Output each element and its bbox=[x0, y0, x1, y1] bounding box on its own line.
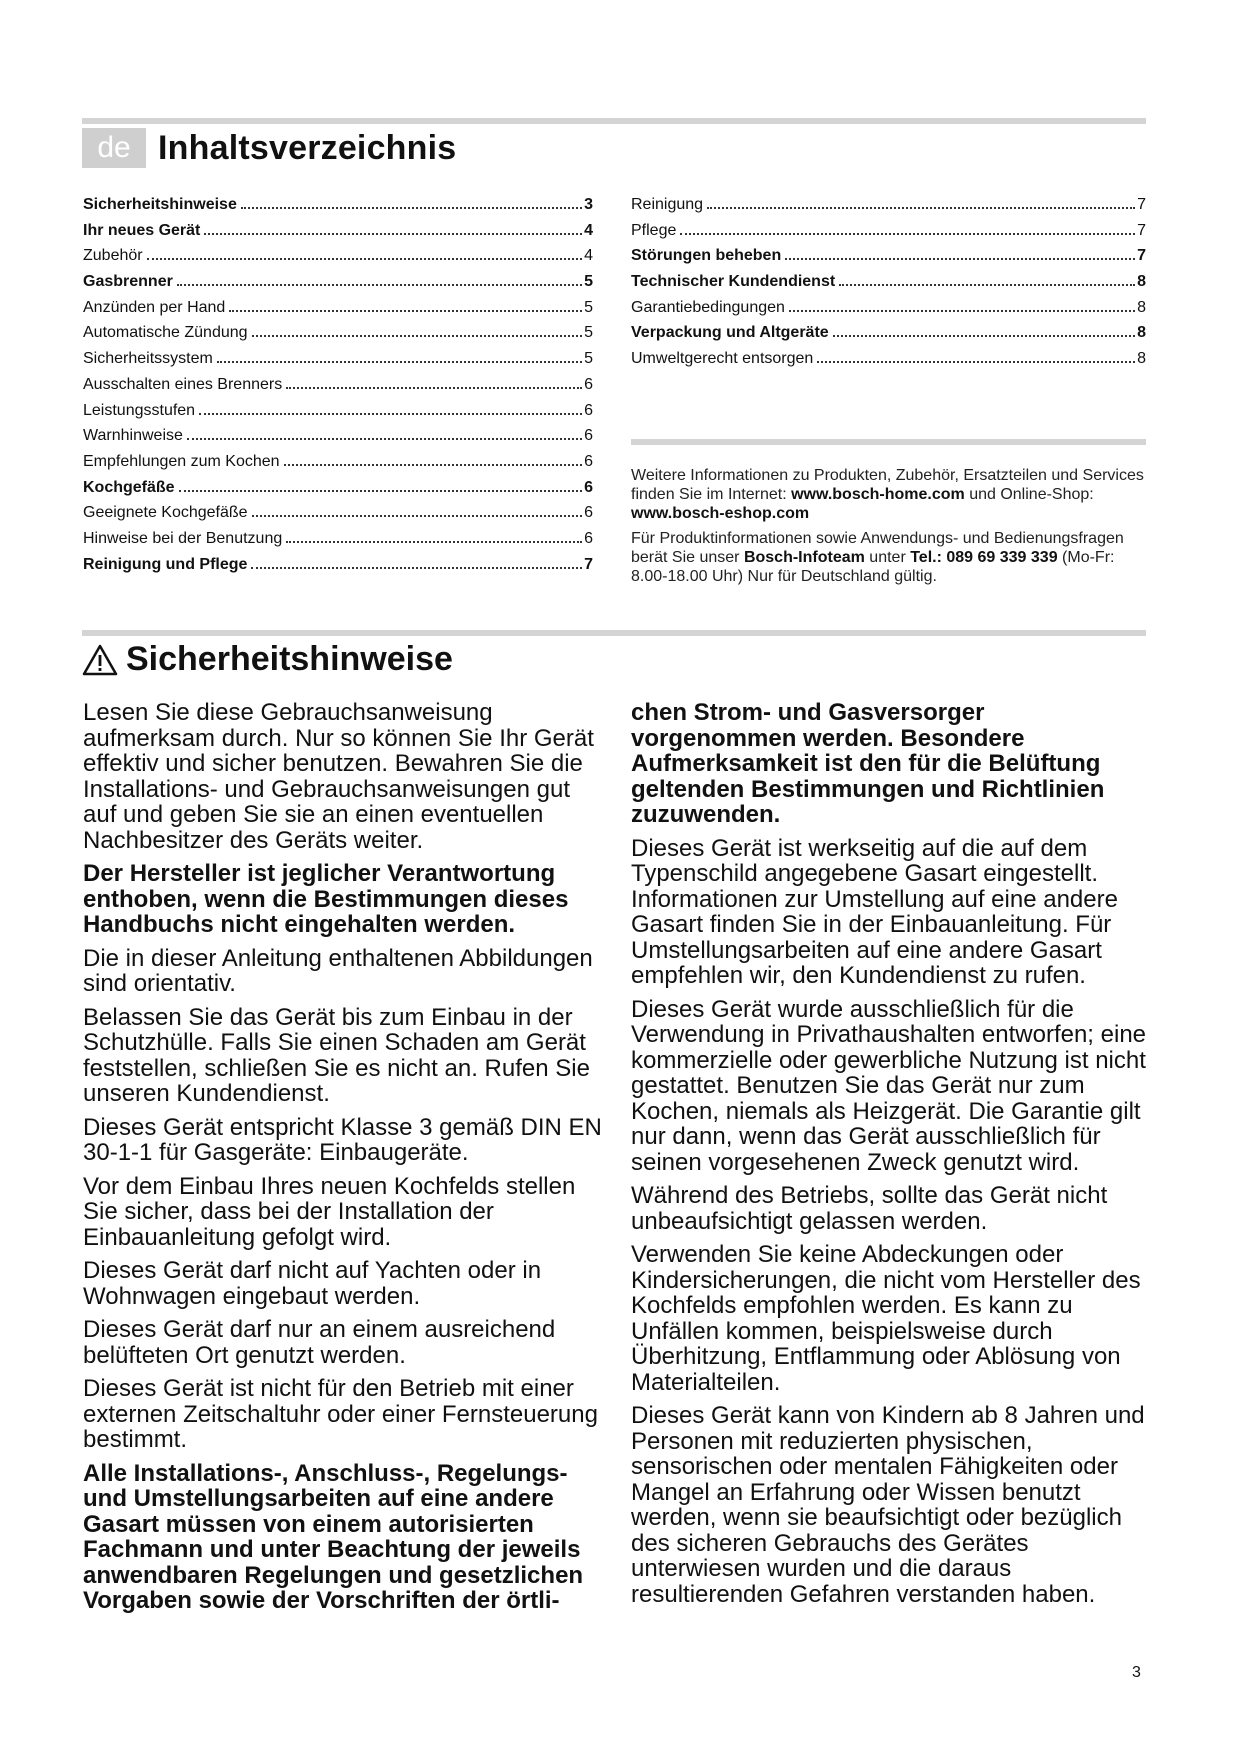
toc-entry[interactable] bbox=[631, 273, 1146, 299]
link-bosch-eshop[interactable]: www.bosch-eshop.com bbox=[631, 505, 810, 522]
toc-title: Inhaltsverzeichnis bbox=[158, 128, 457, 167]
toc-leader-dots bbox=[147, 258, 583, 260]
toc-leader-dots bbox=[839, 284, 1135, 286]
toc-entry-label: Verpackung und Altgeräte bbox=[631, 324, 829, 342]
toc-entry[interactable] bbox=[631, 324, 1146, 350]
toc-entry-page: 8 bbox=[1137, 273, 1146, 291]
toc-entry-page: 6 bbox=[584, 375, 593, 393]
toc-leader-dots bbox=[789, 310, 1135, 312]
warning-icon bbox=[82, 644, 118, 676]
toc-leader-dots bbox=[817, 361, 1135, 363]
link-bosch-home[interactable]: www.bosch-home.com bbox=[791, 486, 965, 503]
toc-entry-page: 8 bbox=[1137, 324, 1146, 342]
toc-entry[interactable] bbox=[631, 247, 1146, 273]
safety-paragraph: Alle Installations-, Anschluss-, Regelungs- und Umstellungsarbeiten auf eine andere Gasart müssen von einem autorisierten Fachmann und unter Beachtung der jeweils anwendbaren Regelungen und gesetzlichen Vorgaben sowie der Vorschriften der örtli- bbox=[83, 1459, 584, 1614]
toc-leader-dots bbox=[204, 233, 582, 235]
toc-entry-page: 8 bbox=[1137, 298, 1146, 316]
toc-leader-dots bbox=[229, 310, 582, 312]
toc-leader-dots bbox=[241, 207, 582, 209]
hotline-number: Tel.: 089 69 339 339 bbox=[910, 549, 1058, 566]
info-paragraph-hotline: Für Produktinformationen sowie Anwendungs- und Bedienungsfragen berät Sie unser Bosch-Infoteam unter Tel.: 089 69 339 339 (Mo-Fr: 8.00-18.00 Uhr) Nur für Deutschland gültig. bbox=[631, 530, 1124, 585]
toc-leader-dots bbox=[252, 515, 583, 517]
toc-entry-label: Reinigung bbox=[631, 196, 704, 213]
top-rule bbox=[82, 118, 1146, 124]
toc-leader-dots bbox=[199, 413, 582, 415]
info-block bbox=[631, 466, 1146, 592]
toc-entry[interactable] bbox=[83, 479, 593, 505]
safety-paragraph: Dieses Gerät wurde ausschließlich für die Verwendung in Privathaushalten entworfen; eine kommerzielle oder gewerbliche Nutzung ist nicht gestattet. Benutzen Sie das Gerät nur zum Kochen, niemals als Heizgerät. Die Garantie gilt nur dann, wenn das Gerät ausschließlich für seinen vorgesehenen Zweck genutzt wird. bbox=[631, 995, 1147, 1176]
toc-leader-dots bbox=[251, 567, 582, 569]
safety-paragraph: Vor dem Einbau Ihres neuen Kochfelds stellen Sie sicher, dass bei der Installation der Einbauanleitung gefolgt wird. bbox=[83, 1172, 576, 1251]
toc-entry-page: 5 bbox=[584, 273, 593, 291]
toc-entry-page: 8 bbox=[1137, 350, 1146, 368]
toc-entry-label: Reinigung und Pflege bbox=[83, 555, 248, 573]
toc-right-column bbox=[631, 196, 1146, 376]
toc-entry-label: Sicherheitshinweise bbox=[83, 196, 237, 213]
toc-leader-dots bbox=[286, 387, 582, 389]
safety-paragraph: Der Hersteller ist jeglicher Verantwortung enthoben, wenn die Bestimmungen dieses Handbuchs nicht eingehalten werden. bbox=[83, 860, 569, 938]
toc-entry-page: 6 bbox=[584, 529, 593, 547]
toc-entry-label: Technischer Kundendienst bbox=[631, 273, 836, 291]
safety-paragraph: Die in dieser Anleitung enthaltenen Abbildungen sind orientativ. bbox=[83, 944, 593, 997]
toc-entry-label: Warnhinweise bbox=[83, 427, 183, 445]
toc-entry[interactable] bbox=[83, 556, 593, 582]
toc-leader-dots bbox=[286, 541, 582, 543]
toc-entry-label: Gasbrenner bbox=[83, 273, 173, 291]
toc-entry-page: 5 bbox=[584, 350, 593, 368]
toc-leader-dots bbox=[680, 233, 1135, 235]
toc-entry[interactable] bbox=[83, 427, 593, 453]
toc-leader-dots bbox=[177, 284, 582, 286]
safety-paragraph: Dieses Gerät entspricht Klasse 3 gemäß DIN EN 30-1-1 für Gasgeräte: Einbaugeräte. bbox=[83, 1113, 602, 1166]
toc-entry-label: Umweltgerecht entsorgen bbox=[631, 350, 814, 368]
toc-left-column bbox=[83, 196, 593, 581]
safety-left-column bbox=[83, 700, 603, 1622]
toc-entry-page: 7 bbox=[1137, 247, 1146, 265]
safety-paragraph: Lesen Sie diese Gebrauchsanweisung aufmerksam durch. Nur so können Sie Ihr Gerät effektiv und sicher benutzen. Bewahren Sie die Installations- und Gebrauchsanweisungen gut auf und geben Sie sie an einen eventuellen Nachbesitzer des Geräts weiter. bbox=[83, 699, 594, 854]
language-badge: de bbox=[82, 128, 146, 168]
toc-entry-label: Geeignete Kochgefäße bbox=[83, 504, 248, 522]
toc-entry-page: 6 bbox=[584, 401, 593, 419]
toc-entry-page: 4 bbox=[584, 221, 593, 239]
safety-paragraph: Während des Betriebs, sollte das Gerät nicht unbeaufsichtigt gelassen werden. bbox=[631, 1182, 1108, 1235]
toc-entry-label: Anzünden per Hand bbox=[83, 298, 226, 316]
toc-entry[interactable] bbox=[83, 402, 593, 428]
toc-entry[interactable] bbox=[83, 273, 593, 299]
toc-entry-page: 5 bbox=[584, 298, 593, 316]
section-rule bbox=[82, 630, 1146, 636]
toc-entry[interactable] bbox=[631, 222, 1146, 248]
toc-entry-label: Zubehör bbox=[83, 247, 143, 265]
safety-paragraph: Verwenden Sie keine Abdeckungen oder Kindersicherungen, die nicht vom Hersteller des Kochfelds empfohlen werden. Es kann zu Unfällen kommen, beispielsweise durch Überhitzung, Entflammung oder Ablösung von Materialteilen. bbox=[631, 1241, 1141, 1396]
toc-entry[interactable] bbox=[83, 350, 593, 376]
safety-paragraph: Dieses Gerät kann von Kindern ab 8 Jahren und Personen mit reduzierten physischen, sensorischen oder mentalen Fähigkeiten oder Mangel an Erfahrung oder Wissen benutzt werden, wenn sie beaufsichtigt oder bezüglich des sicheren Gebrauchs des Gerätes unterwiesen wurden und die daraus resultierenden Gefahren verstanden haben. bbox=[631, 1402, 1145, 1608]
toc-entry-page: 6 bbox=[584, 478, 593, 496]
toc-entry[interactable] bbox=[631, 196, 1146, 222]
toc-entry-label: Ausschalten eines Brenners bbox=[83, 375, 283, 393]
toc-entry-page: 5 bbox=[584, 324, 593, 342]
toc-leader-dots bbox=[217, 361, 582, 363]
toc-leader-dots bbox=[833, 335, 1135, 337]
toc-entry[interactable] bbox=[83, 299, 593, 325]
toc-entry-label: Pflege bbox=[631, 221, 677, 239]
toc-entry-label: Kochgefäße bbox=[83, 478, 175, 496]
toc-entry-page: 3 bbox=[584, 196, 593, 213]
toc-entry-page: 7 bbox=[1137, 221, 1146, 239]
toc-entry[interactable] bbox=[83, 247, 593, 273]
safety-paragraph: Dieses Gerät ist werkseitig auf die auf dem Typenschild angegebene Gasart eingestellt. Informationen zur Umstellung auf eine andere Gasart finden Sie in der Einbauanleitung. Für Umstellungsarbeiten auf eine andere Gasart empfehlen wir, den Kundendienst zu rufen. bbox=[631, 834, 1118, 989]
safety-paragraph: chen Strom- und Gasversorger vorgenommen werden. Besondere Aufmerksamkeit ist den für die Belüftung geltenden Bestimmungen und Richtlinien zuzuwenden. bbox=[631, 699, 1105, 828]
safety-title: Sicherheitshinweise bbox=[126, 640, 453, 678]
toc-leader-dots bbox=[284, 464, 583, 466]
toc-entry-label: Hinweise bei der Benutzung bbox=[83, 529, 283, 547]
safety-paragraph: Dieses Gerät ist nicht für den Betrieb mit einer externen Zeitschaltuhr oder einer Fernsteuerung bestimmt. bbox=[83, 1375, 598, 1453]
toc-entry[interactable] bbox=[83, 453, 593, 479]
toc-entry-label: Automatische Zündung bbox=[83, 324, 248, 342]
toc-entry-page: 7 bbox=[1137, 196, 1146, 213]
toc-entry-page: 6 bbox=[584, 452, 593, 470]
toc-header bbox=[82, 128, 456, 168]
toc-entry[interactable] bbox=[83, 376, 593, 402]
toc-leader-dots bbox=[252, 335, 583, 337]
page-number: 3 bbox=[1132, 1664, 1141, 1681]
toc-entry-label: Sicherheitssystem bbox=[83, 350, 213, 368]
toc-entry-label: Ihr neues Gerät bbox=[83, 221, 201, 239]
safety-paragraph: Dieses Gerät darf nur an einem ausreichend belüfteten Ort genutzt werden. bbox=[83, 1316, 556, 1369]
info-paragraph-web: Weitere Informationen zu Produkten, Zubehör, Ersatzteilen und Services finden Sie im Internet: www.bosch-home.com und Online-Shop: www.bosch-eshop.com bbox=[631, 467, 1144, 522]
toc-entry[interactable] bbox=[83, 530, 593, 556]
toc-entry-label: Störungen beheben bbox=[631, 247, 782, 265]
toc-entry-label: Leistungsstufen bbox=[83, 401, 196, 419]
toc-entry-page: 7 bbox=[584, 555, 593, 573]
safety-right-column bbox=[631, 700, 1146, 1615]
toc-entry[interactable] bbox=[83, 196, 593, 222]
toc-entry-label: Empfehlungen zum Kochen bbox=[83, 452, 280, 470]
toc-entry-label: Garantiebedingungen bbox=[631, 298, 785, 316]
toc-leader-dots bbox=[785, 258, 1135, 260]
toc-entry[interactable] bbox=[83, 324, 593, 350]
info-rule bbox=[631, 439, 1146, 445]
toc-entry[interactable] bbox=[83, 222, 593, 248]
toc-entry[interactable] bbox=[631, 299, 1146, 325]
safety-paragraph: Belassen Sie das Gerät bis zum Einbau in der Schutzhülle. Falls Sie einen Schaden am Gerät feststellen, schließen Sie es nicht an. Rufen Sie unseren Kundendienst. bbox=[83, 1003, 590, 1107]
toc-entry-page: 6 bbox=[584, 504, 593, 522]
toc-leader-dots bbox=[187, 438, 582, 440]
toc-entry[interactable] bbox=[83, 504, 593, 530]
toc-leader-dots bbox=[179, 490, 583, 492]
safety-paragraph: Dieses Gerät darf nicht auf Yachten oder in Wohnwagen eingebaut werden. bbox=[83, 1257, 542, 1310]
toc-entry[interactable] bbox=[631, 350, 1146, 376]
toc-leader-dots bbox=[707, 207, 1135, 209]
toc-entry-page: 6 bbox=[584, 427, 593, 445]
safety-heading bbox=[82, 640, 453, 679]
toc-entry-page: 4 bbox=[584, 247, 593, 265]
